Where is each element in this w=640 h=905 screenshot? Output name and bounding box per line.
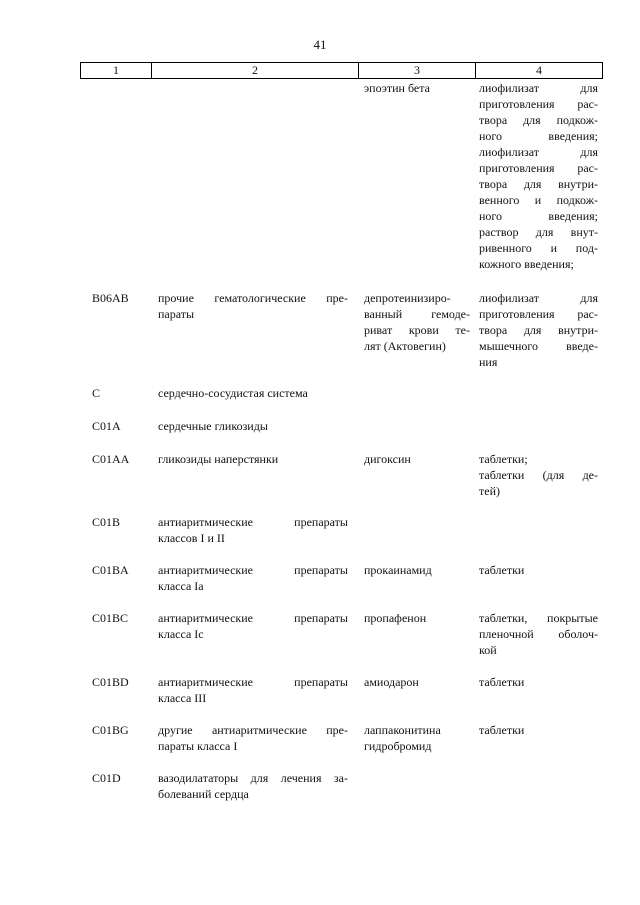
dosage-form-line: раствор для внут- [479,225,598,239]
dosage-form [479,722,598,738]
header-col-2: 2 [152,63,359,78]
dosage-form-line: ния [479,355,498,369]
group-name [158,722,348,754]
dosage-form [479,290,598,370]
drug-name [364,674,470,690]
dosage-form-line: таблетки [479,723,525,737]
dosage-form-line: твора для внутри- [479,177,598,191]
group-name [158,418,348,434]
dosage-form-line: кожного введения; [479,257,574,271]
group-name-line: антиаритмические препараты [158,563,348,577]
dosage-form-line: лиофилизат для [479,145,598,159]
drug-name-line: дигоксин [364,452,411,466]
atc-code: B06AB [92,291,129,305]
drug-name-line: гидробромид [364,739,432,753]
drug-name-line: ванный гемоде- [364,307,470,321]
drug-name [364,722,470,754]
dosage-form-line: твора для внутри- [479,323,598,337]
dosage-form-line: таблетки; [479,452,528,466]
group-name-line: вазодилататоры для лечения за- [158,771,348,785]
group-name [158,610,348,642]
drug-name [364,562,470,578]
dosage-form-line: таблетки, покрытые [479,611,598,625]
dosage-form-line: приготовления рас- [479,161,598,175]
atc-code: C01BC [92,611,129,625]
drug-name [364,451,470,467]
drug-name-line: амиодарон [364,675,419,689]
group-name-line: классов I и II [158,531,225,545]
dosage-form-line: таблетки (для де- [479,468,598,482]
dosage-form [479,80,598,272]
dosage-form-line: таблетки [479,563,525,577]
drug-name-line: лят (Актовегин) [364,339,446,353]
dosage-form [479,610,598,658]
dosage-form-line: ривенного и под- [479,241,598,255]
group-name-line: сердечные гликозиды [158,419,268,433]
atc-code: C01D [92,771,121,785]
atc-code: C [92,386,101,400]
header-col-4: 4 [536,63,542,77]
group-name [158,514,348,546]
group-name-line: другие антиаритмические пре- [158,723,348,737]
dosage-form-line: кой [479,643,497,657]
dosage-form [479,674,598,690]
group-name [158,674,348,706]
group-name-line: антиаритмические препараты [158,675,348,689]
group-name-line: болеваний сердца [158,787,249,801]
group-name-line: прочие гематологические пре- [158,291,348,305]
dosage-form-line: приготовления рас- [479,307,598,321]
group-name-line: класса Ia [158,579,204,593]
drug-name-line: риват крови те- [364,323,470,337]
group-name-line: класса III [158,691,207,705]
atc-code: C01A [92,419,121,433]
group-name-line: антиаритмические препараты [158,611,348,625]
drug-name-line: прокаинамид [364,563,432,577]
group-name-line: параты [158,307,195,321]
drug-name-line: лаппаконитина [364,723,441,737]
drug-name [364,290,470,354]
drug-name-line: депротеинизиро- [364,291,451,305]
atc-code: C01BA [92,563,129,577]
group-name-line: антиаритмические препараты [158,515,348,529]
page-number: 41 [313,37,327,52]
dosage-form-line: лиофилизат для [479,291,598,305]
dosage-form-line: твора для подкож- [479,113,598,127]
table-header [80,62,603,79]
atc-code: C01AA [92,452,130,466]
atc-code: C01B [92,515,121,529]
dosage-form-line: пленочной оболоч- [479,627,598,641]
atc-code: C01BD [92,675,129,689]
group-name-line: гликозиды наперстянки [158,452,279,466]
dosage-form-line: приготовления рас- [479,97,598,111]
group-name [158,770,348,802]
dosage-form [479,562,598,578]
drug-name [364,80,470,96]
atc-code: C01BG [92,723,129,737]
drug-name-line: эпоэтин бета [364,81,430,95]
header-col-1: 1 [81,63,152,78]
dosage-form-line: таблетки [479,675,525,689]
drug-name-line: пропафенон [364,611,427,625]
group-name-line: класса Ic [158,627,204,641]
dosage-form-line: тей) [479,484,500,498]
drug-name [364,610,470,626]
group-name [158,562,348,594]
group-name [158,451,348,467]
dosage-form-line: венного и подкож- [479,193,598,207]
group-name [158,385,348,401]
group-name-line: параты класса I [158,739,238,753]
dosage-form-line: ного введения; [479,209,598,223]
dosage-form [479,451,598,499]
header-col-3: 3 [359,63,476,78]
dosage-form-line: мышечного введе- [479,339,598,353]
group-name [158,290,348,322]
group-name-line: сердечно-сосудистая система [158,386,308,400]
dosage-form-line: лиофилизат для [479,81,598,95]
dosage-form-line: ного введения; [479,129,598,143]
